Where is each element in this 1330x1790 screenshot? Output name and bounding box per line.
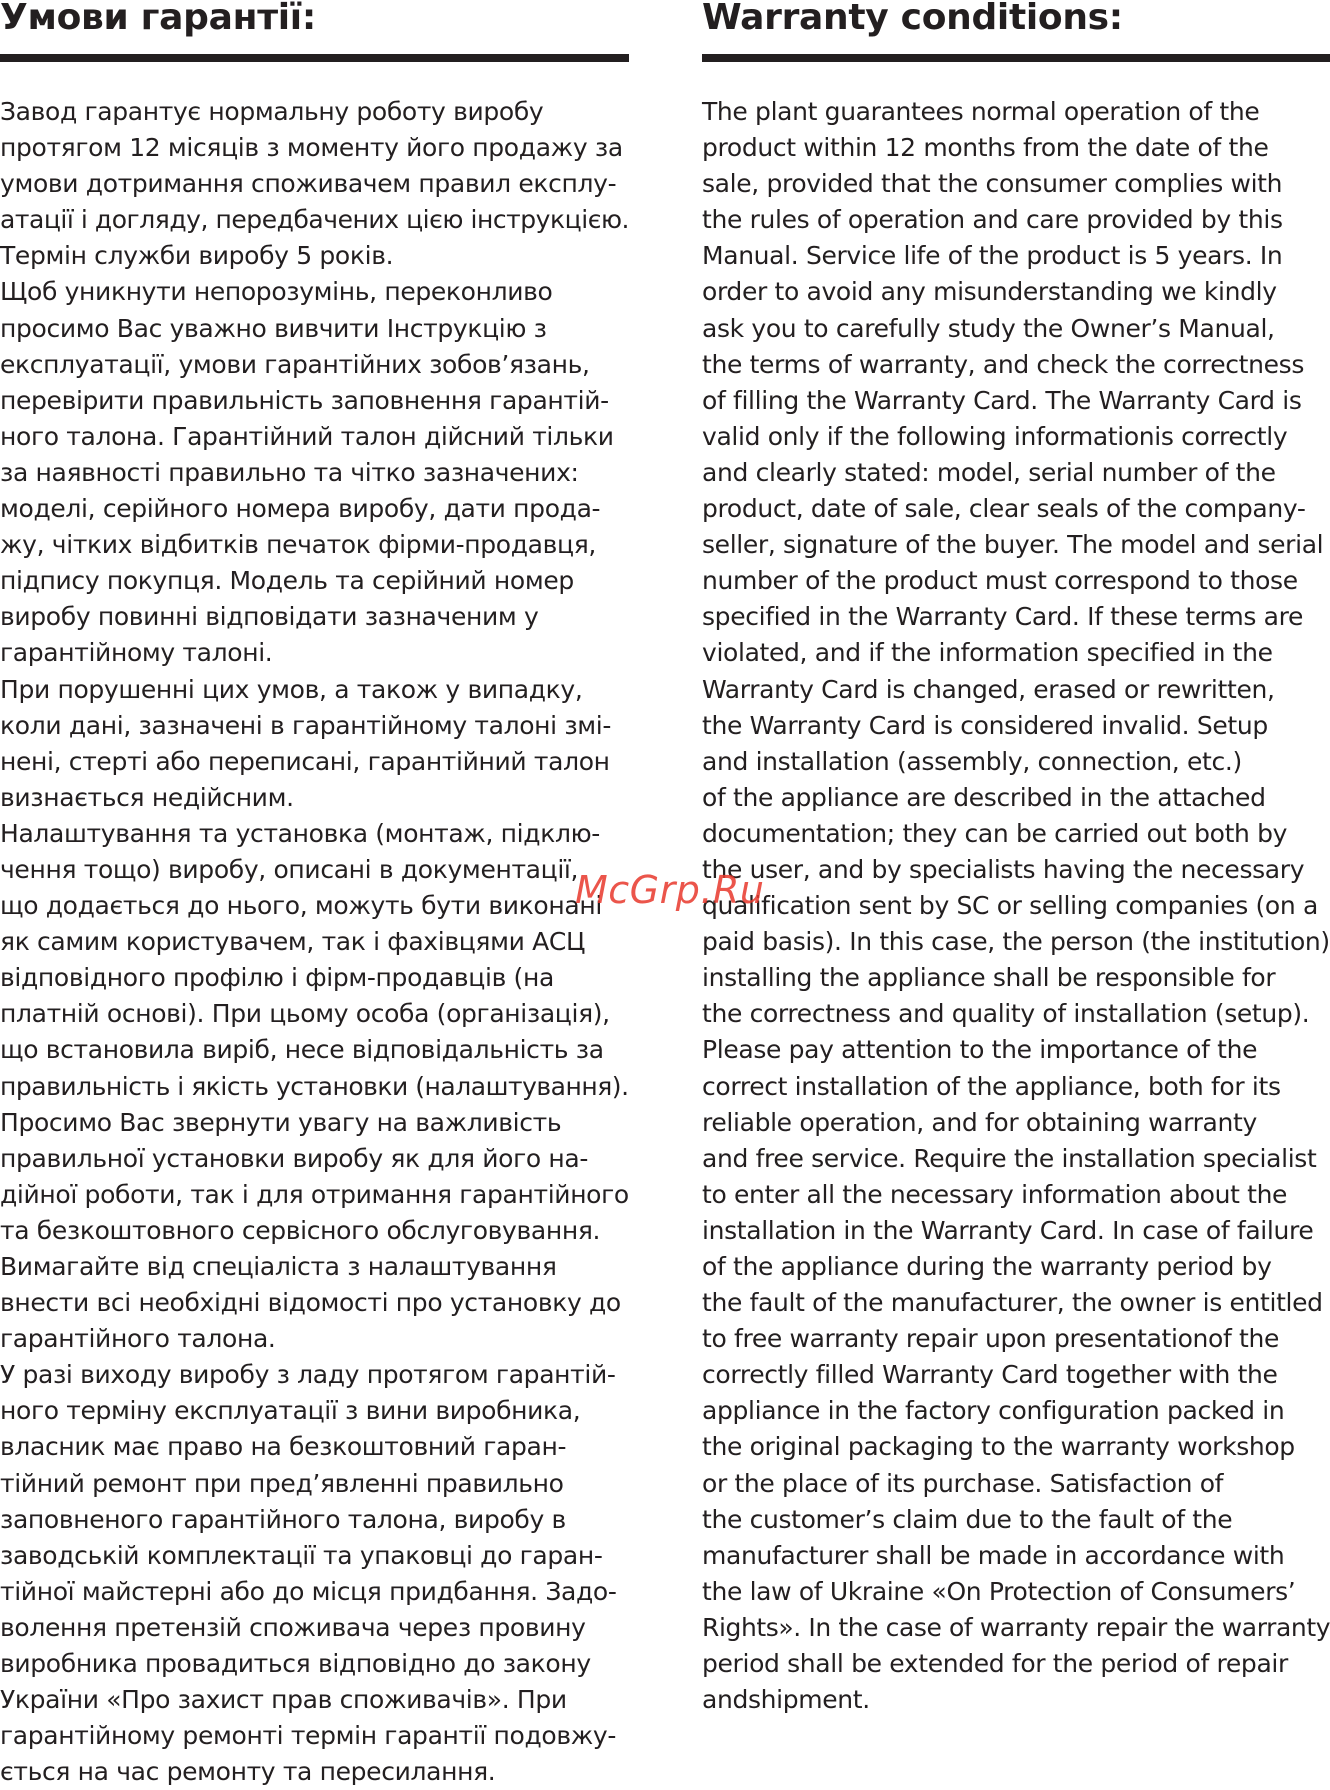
ukrainian-text-line: гарантійному ремонті термін гарантії подовжу- xyxy=(0,1721,617,1751)
ukrainian-text-line: визнається недійсним. xyxy=(0,782,294,812)
english-text-line: Please pay attention to the importance of the xyxy=(702,1035,1258,1065)
ukrainian-text-line: тійної майстерні або до місця придбання. Задо- xyxy=(0,1576,617,1606)
ukrainian-text-line: Завод гарантує нормальну роботу виробу xyxy=(0,97,544,126)
ukrainian-text-line: тійний ремонт при пред’явленні правильно xyxy=(0,1468,564,1498)
english-text-line: Manual. Service life of the product is 5 years. In xyxy=(702,241,1283,271)
ukrainian-text-line: підпису покупця. Модель та серійний номер xyxy=(0,566,574,596)
english-text-line: product within 12 months from the date of the xyxy=(702,133,1269,163)
english-text-line: the original packaging to the warranty workshop xyxy=(702,1432,1295,1462)
ukrainian-text-line: заводській комплектації та упаковці до гаран- xyxy=(0,1540,603,1570)
english-text-line: to enter all the necessary information about the xyxy=(702,1179,1288,1209)
ukrainian-text-line: протягом 12 місяців з моменту його продажу за xyxy=(0,133,623,163)
english-text-line: correctly filled Warranty Card together with the xyxy=(702,1360,1278,1390)
ukrainian-text-line: виробу повинні відповідати зазначеним у xyxy=(0,602,539,632)
english-text-line: the user, and by specialists having the necessary xyxy=(702,854,1305,884)
english-text-line: product, date of sale, clear seals of the company- xyxy=(702,494,1306,524)
english-text-line: specified in the Warranty Card. If these terms are xyxy=(702,602,1304,632)
english-text-line: or the place of its purchase. Satisfaction of xyxy=(702,1468,1224,1498)
english-text-line: the correctness and quality of installation (setup). xyxy=(702,999,1310,1029)
english-text-line: installation in the Warranty Card. In case of failure xyxy=(702,1215,1314,1245)
english-heading: Warranty conditions: xyxy=(702,0,1123,38)
english-text-line: paid basis). In this case, the person (the institution) xyxy=(702,927,1330,957)
english-text-line: the fault of the manufacturer, the owner is entitled xyxy=(702,1288,1323,1318)
ukrainian-column xyxy=(0,0,630,1787)
english-text-line: and installation (assembly, connection, etc.) xyxy=(702,746,1242,776)
ukrainian-text-line: просимо Вас уважно вивчити Інструкцію з xyxy=(0,313,547,343)
english-text-line: of the appliance are described in the attached xyxy=(702,782,1266,812)
english-text-line: violated, and if the information specified in the xyxy=(702,638,1273,668)
ukrainian-text-line: моделі, серійного номера виробу, дати прода- xyxy=(0,494,601,524)
ukrainian-text-line: дійної роботи, так і для отримання гарантійного xyxy=(0,1179,629,1209)
ukrainian-text-line: внести всі необхідні відомості про установку до xyxy=(0,1288,621,1318)
english-text-line: appliance in the factory configuration packed in xyxy=(702,1396,1285,1426)
ukrainian-text-line: що додається до нього, можуть бути виконані xyxy=(0,891,602,921)
ukrainian-text-line: що встановила виріб, несе відповідальність за xyxy=(0,1035,604,1065)
ukrainian-text-line: власник має право на безкоштовний гаран- xyxy=(0,1432,567,1462)
ukrainian-text-line: Вимагайте від спеціаліста з налаштування xyxy=(0,1252,557,1281)
ukrainian-text-line: за наявності правильно та чітко зазначених: xyxy=(0,457,579,487)
ukrainian-text-line: атації і догляду, передбачених цією інструкцією. xyxy=(0,205,630,235)
watermark: McGrp.Ru xyxy=(575,868,765,912)
ukrainian-text-line: При порушенні цих умов, а також у випадку, xyxy=(0,674,583,704)
english-text-line: manufacturer shall be made in accordance with xyxy=(702,1540,1285,1570)
english-text-line: and clearly stated: model, serial number of the xyxy=(702,457,1276,487)
english-heading-rule xyxy=(702,54,1330,62)
english-text-line: the law of Ukraine «On Protection of Consumers’ xyxy=(702,1576,1296,1606)
ukrainian-text-line: експлуатації, умови гарантійних зобов’язань, xyxy=(0,349,590,379)
ukrainian-text-line: заповненого гарантійного талона, виробу в xyxy=(0,1504,566,1534)
english-text-line: of filling the Warranty Card. The Warranty Card is xyxy=(702,385,1302,415)
english-text-line: number of the product must correspond to those xyxy=(702,566,1298,596)
ukrainian-text-line: ного терміну експлуатації з вини виробника, xyxy=(0,1396,581,1426)
ukrainian-text-line: відповідного профілю і фірм-продавців (на xyxy=(0,963,554,993)
ukrainian-text-line: волення претензій споживача через провину xyxy=(0,1612,586,1642)
english-text-line: period shall be extended for the period of repair xyxy=(702,1649,1288,1679)
ukrainian-text-line: як самим користувачем, так і фахівцями АСЦ xyxy=(0,927,586,957)
english-text-line: documentation; they can be carried out both by xyxy=(702,818,1288,848)
english-text-line: the terms of warranty, and check the correctness xyxy=(702,349,1305,379)
english-text-line: sale, provided that the consumer complies with xyxy=(702,169,1283,199)
ukrainian-text-line: ного талона. Гарантійний талон дійсний тільки xyxy=(0,421,614,451)
english-text-line: the Warranty Card is considered invalid. Setup xyxy=(702,710,1268,740)
english-text-line: The plant guarantees normal operation of the xyxy=(702,97,1260,126)
ukrainian-text-line: Налаштування та установка (монтаж, підклю- xyxy=(0,818,600,848)
ukrainian-text-line: Щоб уникнути непорозумінь, переконливо xyxy=(0,277,553,307)
english-text-line: to free warranty repair upon presentationof the xyxy=(702,1324,1280,1354)
ukrainian-text-line: гарантійного талона. xyxy=(0,1324,276,1354)
ukrainian-text-line: Просимо Вас звернути увагу на важливість xyxy=(0,1107,562,1137)
ukrainian-text-line: платній основі). При цьому особа (організація), xyxy=(0,999,610,1029)
ukrainian-text-line: ється на час ремонту та пересилання. xyxy=(0,1757,496,1787)
english-text-line: Rights». In the case of warranty repair the warranty xyxy=(702,1612,1330,1642)
ukrainian-text-line: виробника провадиться відповідно до закону xyxy=(0,1649,591,1679)
english-text-line: Warranty Card is changed, erased or rewritten, xyxy=(702,674,1275,704)
ukrainian-text-line: правильної установки виробу як для його на- xyxy=(0,1143,589,1173)
english-text-line: the customer’s claim due to the fault of the xyxy=(702,1504,1233,1534)
english-text-line: ask you to carefully study the Owner’s Manual, xyxy=(702,313,1275,343)
english-text-line: qualification sent by SC or selling companies (on a xyxy=(702,891,1318,921)
english-text-line: correct installation of the appliance, both for its xyxy=(702,1071,1281,1101)
ukrainian-text-line: У разі виходу виробу з ладу протягом гарантій- xyxy=(0,1360,616,1390)
ukrainian-text-line: перевірити правильність заповнення гарантій- xyxy=(0,385,609,415)
ukrainian-text-line: правильність і якість установки (налаштування). xyxy=(0,1071,629,1101)
ukrainian-text-line: коли дані, зазначені в гарантійному талоні змі- xyxy=(0,710,612,740)
english-text-line: installing the appliance shall be responsible for xyxy=(702,963,1276,993)
ukrainian-text-line: України «Про захист прав споживачів». При xyxy=(0,1685,567,1715)
english-text-line: andshipment. xyxy=(702,1685,870,1715)
english-column xyxy=(702,0,1330,1715)
english-text-line: reliable operation, and for obtaining warranty xyxy=(702,1107,1257,1137)
ukrainian-text-line: умови дотримання споживачем правил експлу- xyxy=(0,169,617,199)
english-text-line: of the appliance during the warranty period by xyxy=(702,1252,1272,1281)
english-text-line: and free service. Require the installation specialist xyxy=(702,1143,1317,1173)
ukrainian-heading: Умови гарантії: xyxy=(0,0,316,38)
ukrainian-text-line: жу, чітких відбитків печаток фірми-продавця, xyxy=(0,530,596,560)
english-text-line: the rules of operation and care provided by this xyxy=(702,205,1283,235)
ukrainian-text-line: нені, стерті або переписані, гарантійний талон xyxy=(0,746,610,776)
english-text-line: valid only if the following informationis correctly xyxy=(702,421,1288,451)
ukrainian-text-line: гарантійному талоні. xyxy=(0,638,273,668)
ukrainian-text-line: чення тощо) виробу, описані в документації, xyxy=(0,854,579,884)
ukrainian-body-text xyxy=(0,94,629,1790)
ukrainian-text-line: та безкоштовного сервісного обслуговування. xyxy=(0,1215,601,1245)
english-body-text xyxy=(702,94,1330,1718)
english-text-line: seller, signature of the buyer. The model and serial xyxy=(702,530,1324,560)
ukrainian-heading-rule xyxy=(0,54,629,62)
english-text-line: order to avoid any misunderstanding we kindly xyxy=(702,277,1277,307)
ukrainian-text-line: Термін служби виробу 5 років. xyxy=(0,241,394,271)
